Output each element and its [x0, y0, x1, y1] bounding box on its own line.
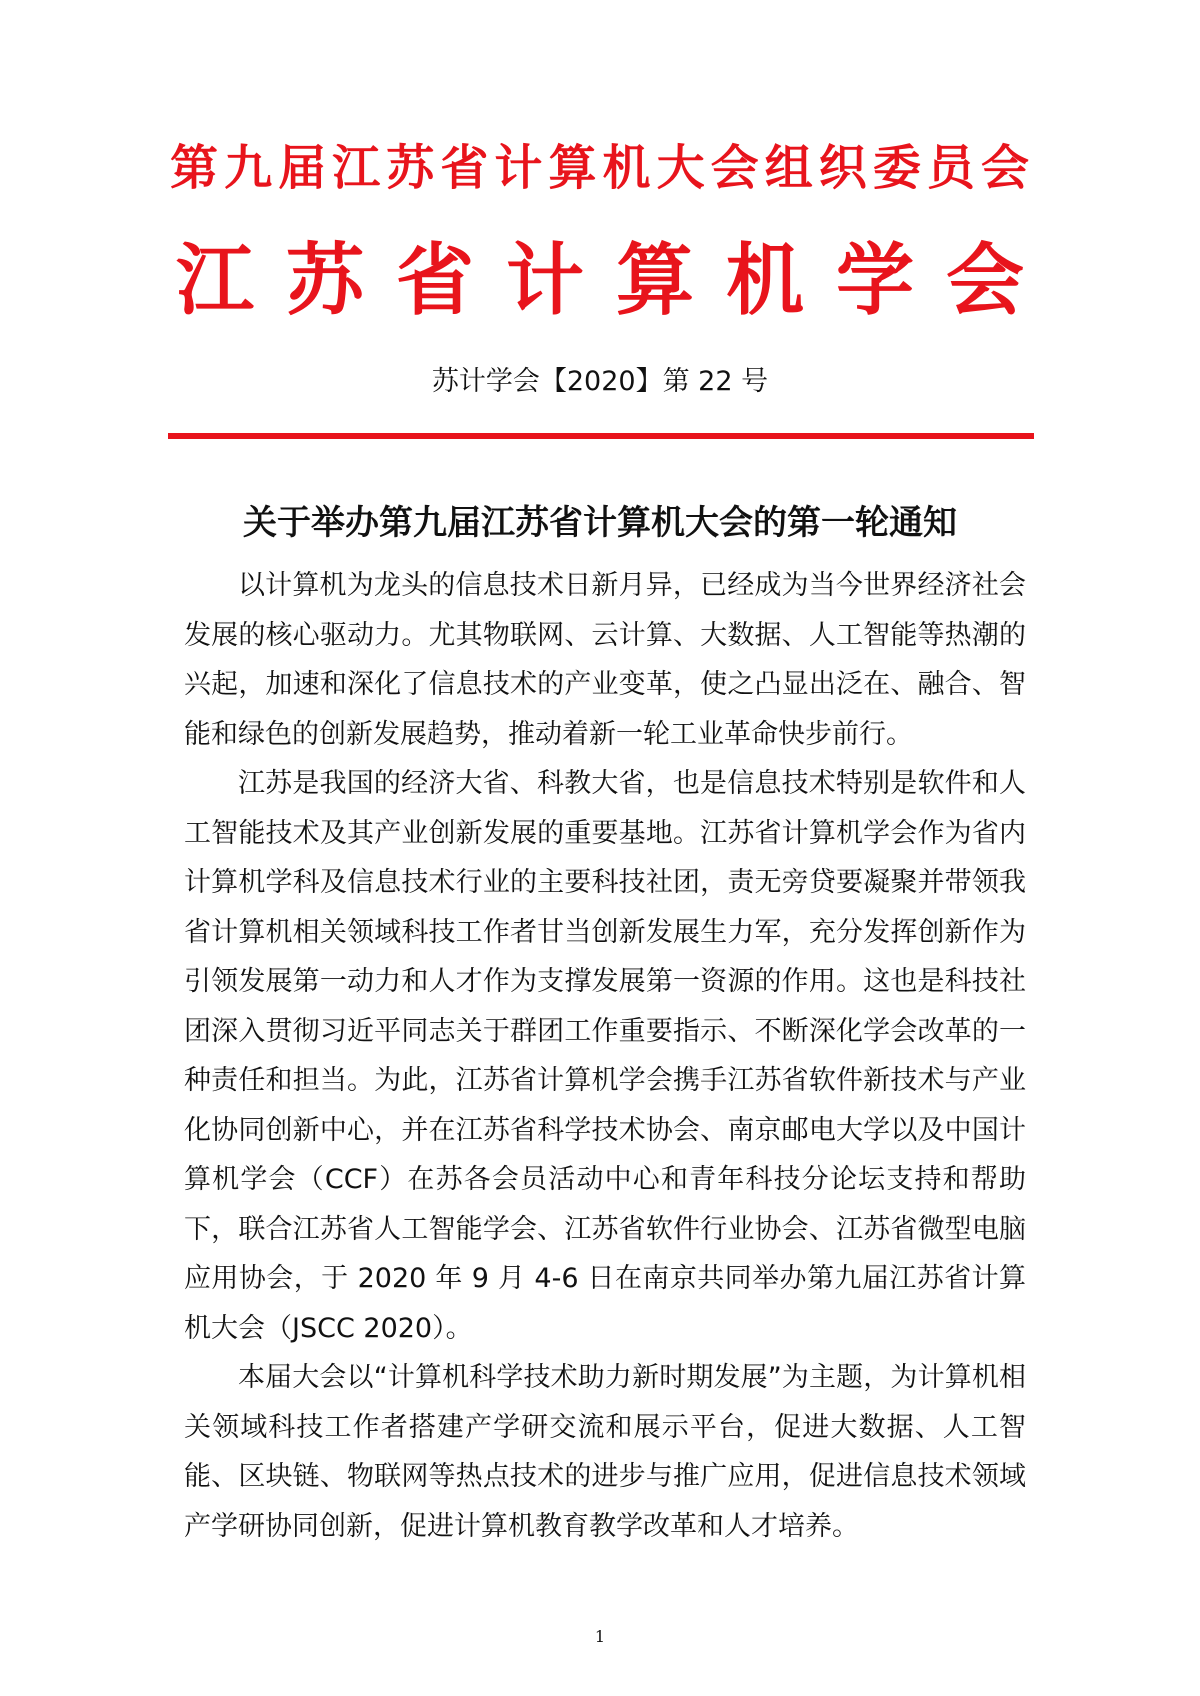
committee-header: 第九届江苏省计算机大会组织委员会	[170, 140, 1030, 196]
notice-body	[184, 561, 1026, 1551]
body-paragraph: 以计算机为龙头的信息技术日新月异，已经成为当今世界经济社会发展的核心驱动力。尤其物联网、云计算、大数据、人工智能等热潮的兴起，加速和深化了信息技术的产业变革，使之凸显出泛在、融合、智能和绿色的创新发展趋势，推动着新一轮工业革命快步前行。	[184, 570, 1026, 750]
document-number: 苏计学会【2020】第 22 号	[431, 366, 769, 397]
red-divider	[168, 433, 1034, 439]
body-paragraph: 本届大会以“计算机科学技术助力新时期发展”为主题，为计算机相关领域科技工作者搭建产学研交流和展示平台，促进大数据、人工智能、区块链、物联网等热点技术的进步与推广应用，促进信息技术领域产学研协同创新，促进计算机教育教学改革和人才培养。	[184, 1362, 1026, 1542]
page-number: 1	[594, 1627, 606, 1646]
society-header: 江苏省计算机学会	[176, 235, 1024, 326]
notice-title: 关于举办第九届江苏省计算机大会的第一轮通知	[243, 503, 957, 543]
body-paragraph: 江苏是我国的经济大省、科教大省，也是信息技术特别是软件和人工智能技术及其产业创新发展的重要基地。江苏省计算机学会作为省内计算机学科及信息技术行业的主要科技社团，责无旁贷要凝聚并带领我省计算机相关领域科技工作者甘当创新发展生力军，充分发挥创新作为引领发展第一动力和人才作为支撑发展第一资源的作用。这也是科技社团深入贯彻习近平同志关于群团工作重要指示、不断深化学会改革的一种责任和担当。为此，江苏省计算机学会携手江苏省软件新技术与产业化协同创新中心，并在江苏省科学技术协会、南京邮电大学以及中国计算机学会（CCF）在苏各会员活动中心和青年科技分论坛支持和帮助下，联合江苏省人工智能学会、江苏省软件行业协会、江苏省微型电脑应用协会，于 2020 年 9 月 4-6 日在南京共同举办第九届江苏省计算机大会（JSCC 2020）。	[184, 768, 1026, 1344]
